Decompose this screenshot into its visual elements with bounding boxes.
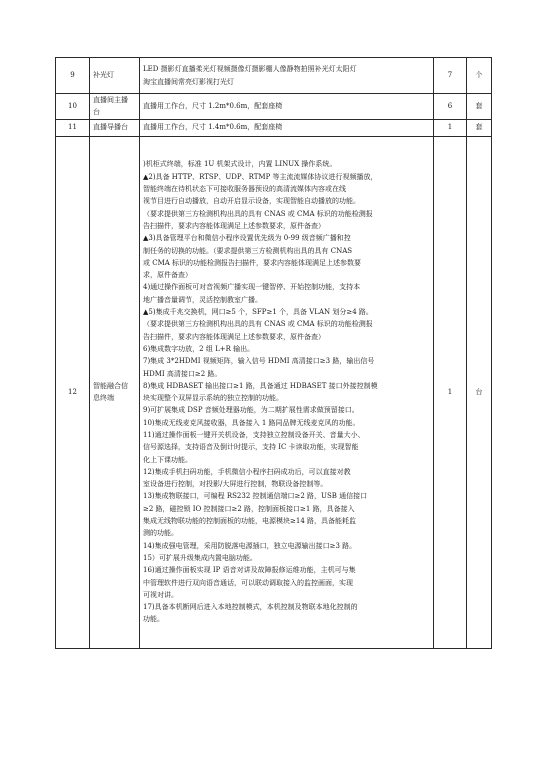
item-name-line: 直播间主播 (93, 96, 128, 104)
description-line: 测的功能。 (143, 529, 178, 538)
description-line: 告扫描件，要求内容能体现满足上述参数要求，原件备查） (143, 332, 325, 341)
item-name-line: 直播导播台 (93, 123, 128, 132)
table-row (56, 58, 492, 94)
description-line: )机柜式终端，标准 1U 机架式设计，内置 LINUX 操作系统。 (143, 160, 337, 169)
description-line: LED 摄影灯直播柔光灯视频摄像灯摄影棚人像静物拍照补光灯太阳灯 (143, 65, 357, 74)
description-line: ▲5)集成千兆交换机，网口≥5 个，SFP≥1 个，具备 VLAN 划分≥4 路。 (143, 308, 373, 317)
description-line: （要求提供第三方检测机构出具的具有 CNAS 或 CMA 标识的功能检测报 (143, 320, 373, 329)
table-row (56, 136, 492, 648)
item-description (140, 94, 434, 120)
description-line: 直播用工作台，尺寸 1.2m*0.6m，配套座椅 (143, 102, 283, 111)
table-body (56, 58, 492, 649)
description-line: 9)可扩展集成 DSP 音频处理器功能，为二期扩展性需求做预留接口。 (143, 406, 359, 415)
table-row (56, 119, 492, 136)
description-line: 功能。 (143, 615, 164, 624)
row-number: 11 (56, 119, 90, 136)
item-description (140, 58, 434, 94)
description-line: 智能终端在待机状态下可接收服务器预设的高清流媒体内容或在线 (143, 185, 346, 194)
description-line: 集成无线物联功能的控制面板的功能，电源模块≥14 路，具备能耗监 (143, 517, 356, 526)
item-name (90, 119, 140, 136)
description-line: 13)集成物联接口，可编程 RS232 控制通信端口≥2 路，USB 通信接口 (143, 492, 368, 501)
item-unit: 台 (467, 136, 492, 648)
description-line: 12)集成手机扫码功能，手机微信小程序扫码成功后，可以直接对教 (143, 467, 351, 476)
item-unit: 套 (467, 94, 492, 120)
description-line: 信号源选择，支持语音及倒计时提示，支持 IC 卡读取功能，实现智能 (143, 443, 359, 452)
description-line: 地广播音量调节，灵活控制教室广播。 (143, 295, 262, 304)
description-line: 可视对讲。 (143, 590, 178, 599)
description-line: 7)集成 3*2HDMI 视频矩阵，输入信号 HDMI 高清接口≥3 路，输出信号 (143, 357, 375, 366)
description-line: 8)集成 HDBASET 输出接口≥1 路，具备通过 HDBASET 接口外接控制模 (143, 381, 378, 390)
item-name (90, 58, 140, 94)
description-line: 视节目进行自动播放，自动开启显示设备，实现智能自动播放的功能。 (143, 197, 360, 206)
equipment-spec-table (55, 57, 492, 649)
item-name-line: 补光灯 (93, 71, 114, 80)
item-unit: 个 (467, 58, 492, 94)
description-line: 4)通过操作面板可对音视频广播实现一键智停、开始控制功能，支持本 (143, 283, 361, 292)
description-line: ≥2 路，磁控锁 IO 控制接口≥2 路，控制面板接口≥1 路，具备接入 (143, 504, 355, 513)
item-quantity: 6 (434, 94, 467, 120)
item-name-line: 息终端 (93, 394, 114, 403)
description-line: ▲2)具备 HTTP、RTSP、UDP、RTMP 等主流流媒体协议进行视频播放， (143, 172, 378, 181)
row-number: 9 (56, 58, 90, 94)
description-line: 求，原件备查） (143, 271, 192, 280)
row-number: 12 (56, 136, 90, 648)
item-quantity: 1 (434, 119, 467, 136)
description-line: （要求提供第三方检测机构出具的具有 CNAS 或 CMA 标识的功能检测报 (143, 209, 373, 218)
item-description (140, 136, 434, 648)
description-line: 14)集成强电管理，采用防脱落电源插口，独立电源输出接口≥3 路。 (143, 541, 357, 550)
description-line: 16)通过操作面板实现 IP 语音对讲及故障报修运维功能，主机可与集 (143, 566, 356, 575)
description-line: 或 CMA 标识的功能检测报告扫描件，要求内容能体现满足上述参数要 (143, 258, 362, 267)
description-line: 15）可扩展升级集成内置电脑功能。 (143, 553, 257, 562)
description-line: 淘宝直播间常亮灯影视打光灯 (143, 77, 234, 86)
description-line: 化上下课功能。 (143, 455, 192, 464)
item-name (90, 136, 140, 648)
description-line: 11)通过操作面板一键开关机设备，支持独立控制设备开关、音量大小、 (143, 430, 365, 439)
item-name (90, 94, 140, 120)
description-line: HDMI 高清接口≥2 路。 (143, 369, 222, 378)
item-description (140, 119, 434, 136)
description-line: 中管理软件进行双向语音通话，可以联动调取接入的监控画面，实现 (143, 578, 353, 587)
description-line: 10)集成无线麦克风接收器，具备接入 1 路同品牌无线麦克风的功能。 (143, 418, 360, 427)
item-quantity: 7 (434, 58, 467, 94)
description-line: ▲3)具备管理平台和微信小程序设置优先级为 0-99 级音频广播和控 (143, 234, 351, 243)
item-name-line: 台 (93, 108, 100, 117)
description-line: 制任务的切换的功能。（要求提供第三方检测机构出具的具有 CNAS (143, 246, 353, 255)
description-line: 17)具备本机断网后进入本地控制模式，本机控制及物联本地化控制的 (143, 603, 358, 612)
item-name-line: 智能融合信 (93, 381, 128, 390)
row-number: 10 (56, 94, 90, 120)
description-line: 室设备进行控制，对投影/大屏进行控制，物联设备控制等。 (143, 480, 328, 489)
table-row (56, 94, 492, 120)
description-line: 块实现整个双屏显示系统的独立控制的功能。 (143, 394, 283, 403)
description-line: 告扫描件，要求内容能体现满足上述参数要求，原件备查） (143, 221, 325, 230)
description-line: 6)集成数字功放，2 组 L+R 输出。 (143, 344, 255, 353)
item-quantity: 1 (434, 136, 467, 648)
description-line: 直播用工作台，尺寸 1.4m*0.6m，配套座椅 (143, 123, 283, 132)
item-unit: 套 (467, 119, 492, 136)
